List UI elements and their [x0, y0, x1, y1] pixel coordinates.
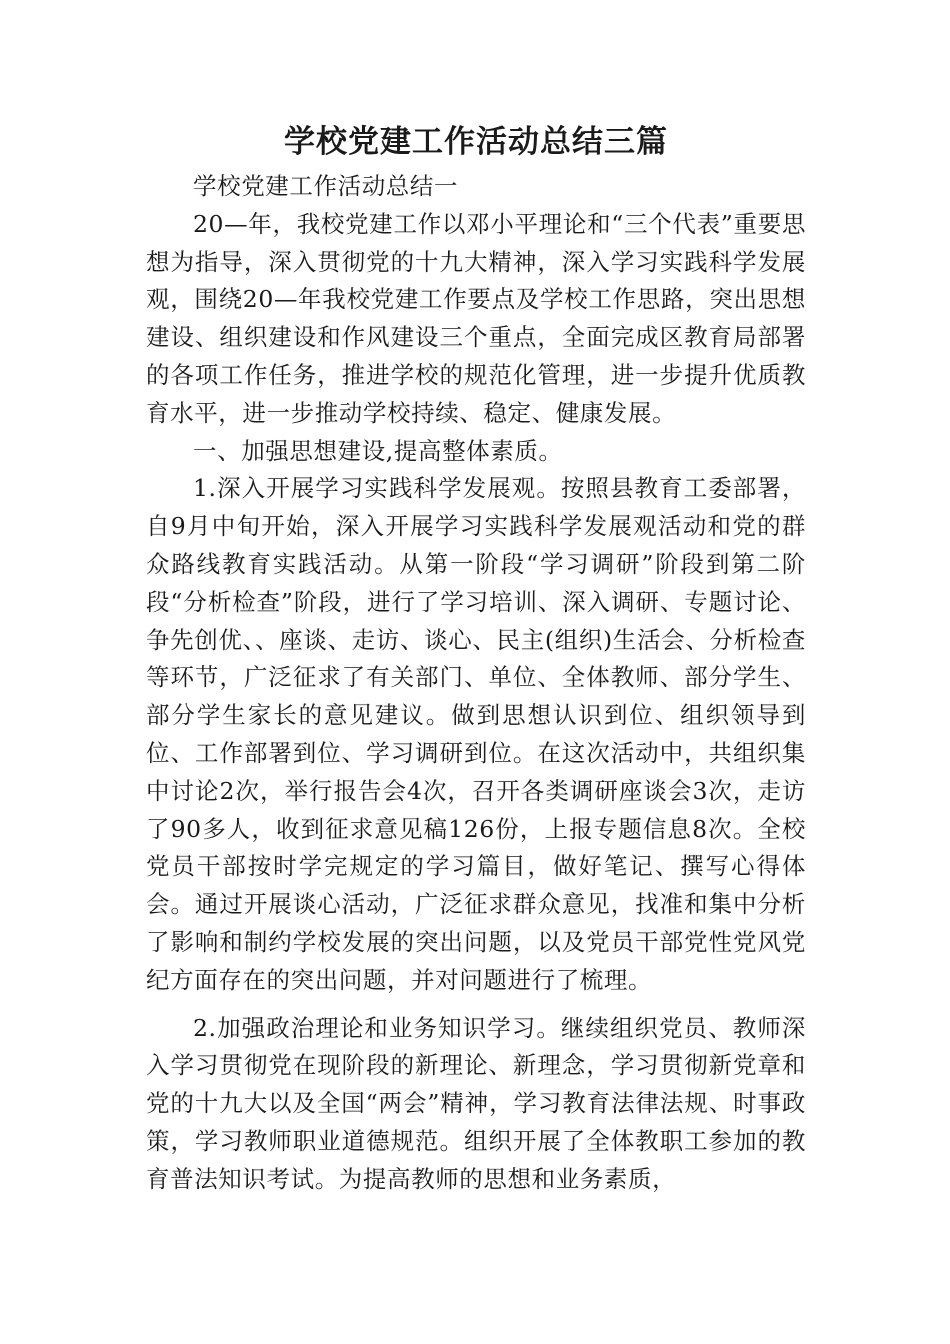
intro-paragraph: 20—年，我校党建工作以邓小平理论和“三个代表”重要思想为指导，深入贯彻党的十九大精神，深入学习实践科学发展观，围绕20—年我校党建工作要点及学校工作思路，突出思想建设、组织建设和作风建设三个重点，全面完成区教育局部署的各项工作任务，推进学校的规范化管理，进一步提升优质教育水平，进一步推动学校持续、稳定、健康发展。 — [146, 209, 806, 427]
paragraph-item-1: 1.深入开展学习实践科学发展观。按照县教育工委部署，自9月中旬开始，深入开展学习实践科学发展观活动和党的群众路线教育实践活动。从第一阶段“学习调研”阶段到第二阶段“分析检查”阶段，进行了学习培训、深入调研、专题讨论、争先创优、、座谈、走访、谈心、民主(组织)生活会、分析检查等环节，广泛征求了有关部门、单位、全体教师、部分学生、部分学生家长的意见建议。做到思想认识到位、组织领导到位、工作部署到位、学习调研到位。在这次活动中，共组织集中讨论2次，举行报告会4次，召开各类调研座谈会3次，走访了90多人，收到征求意见稿126份，上报专题信息8次。全校党员干部按时学完规定的学习篇目，做好笔记、撰写心得体会。通过开展谈心活动，广泛征求群众意见，找准和集中分析了影响和制约学校发展的突出问题，以及党员干部党性党风党纪方面存在的突出问题，并对问题进行了梳理。 — [146, 474, 806, 994]
section-heading-part-one: 学校党建工作活动总结一 — [193, 172, 459, 200]
document-title: 学校党建工作活动总结三篇 — [284, 124, 668, 160]
paragraph-item-2: 2.加强政治理论和业务知识学习。继续组织党员、教师深入学习贯彻党在现阶段的新理论、新理念，学习贯彻新党章和党的十九大以及全国“两会”精神，学习教育法律法规、时事政策，学习教师职业道德规范。组织开展了全体教职工参加的教育普法知识考试。为提高教师的思想和业务素质， — [146, 1013, 806, 1193]
section-heading-thought-building: 一、加强思想建设,提高整体素质。 — [193, 436, 563, 465]
document-page — [146, 118, 806, 1199]
